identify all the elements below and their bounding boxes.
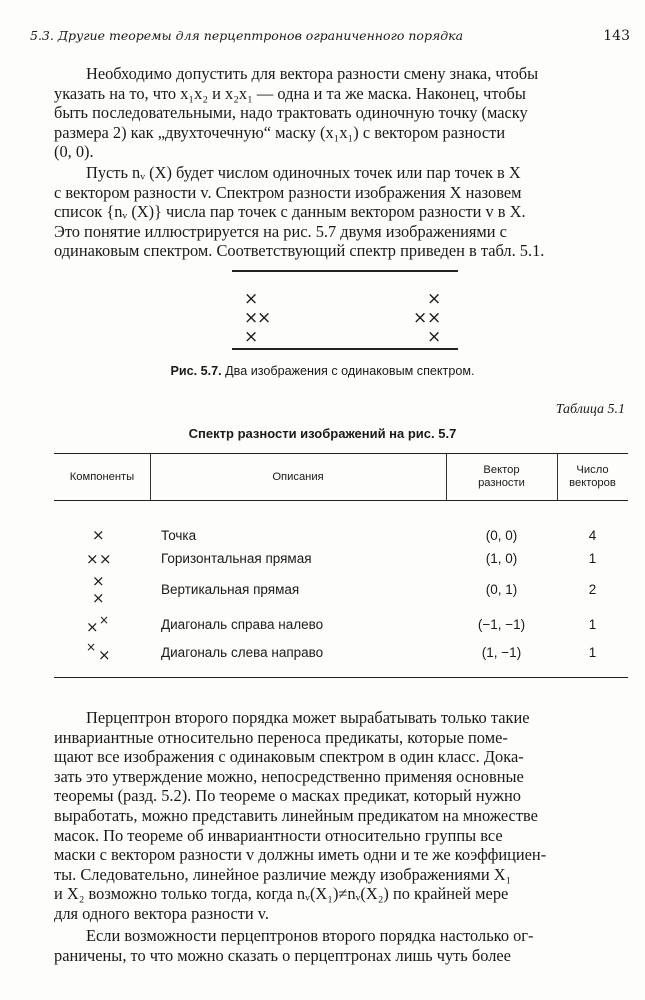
component-glyph: ×	[92, 572, 105, 590]
figure-point-mark: ×	[244, 308, 259, 328]
table-number: Таблица 5.1	[555, 402, 625, 417]
table-title: Спектр разности изображений на рис. 5.7	[188, 426, 457, 441]
text-line: (0, 0).	[54, 142, 94, 162]
figure-bottom-rule	[232, 348, 458, 350]
text-line: одинаковым спектром. Соответствующий спектр приведен в табл. 5.1.	[54, 241, 545, 261]
text-line: указать на то, что x₁x₂ и x₂x₁ — одна и та же маска. Наконец, чтобы	[54, 83, 526, 103]
figure-point-mark: ×	[427, 289, 442, 309]
running-header	[30, 28, 630, 48]
component-glyph: ×	[92, 526, 105, 544]
row-count: 1	[588, 617, 597, 632]
row-description: Диагональ справа налево	[161, 617, 324, 632]
text-line: маски с вектором разности v должны иметь одни и те же коэффициен-	[54, 845, 547, 865]
paragraph-1	[54, 64, 628, 162]
text-line: Необходимо допустить для вектора разности смену знака, чтобы	[86, 64, 539, 83]
figure-point-mark: ×	[257, 308, 272, 328]
header-vector-line: разности	[478, 477, 525, 489]
table-header-rule	[54, 500, 628, 501]
figure-top-rule	[232, 270, 458, 272]
text-line: выработать, можно представить линейным предикатом на множестве	[54, 805, 538, 825]
spectrum-table	[54, 453, 628, 681]
row-description: Точка	[161, 528, 197, 543]
header-vector-line: Вектор	[483, 464, 520, 476]
text-line: зать это утверждение можно, непосредственно применяя основные	[54, 766, 524, 786]
paragraph-3	[54, 708, 628, 924]
page-number: 143	[603, 28, 630, 44]
text-line: Перцептрон второго порядка может вырабатывать только такие	[86, 708, 530, 727]
paragraph-4	[54, 926, 628, 965]
row-vector: (1, −1)	[481, 645, 522, 660]
component-glyph: ×	[86, 550, 99, 568]
figure-point-mark: ×	[244, 327, 259, 347]
component-glyph: ×	[86, 640, 97, 654]
text-line: инвариантные относительно переноса предикаты, которые поме-	[54, 727, 508, 747]
table-top-rule	[54, 453, 628, 454]
component-glyph: ×	[99, 613, 110, 627]
text-line: для одного вектора разности v.	[54, 903, 270, 923]
caption-text: Два изображения с одинаковым спектром.	[225, 364, 475, 378]
figure-point-mark: ×	[427, 308, 442, 328]
text-line: список {nᵥ (X)} числа пар точек с данным вектором разности v в X.	[54, 202, 526, 222]
text-line: ты. Следовательно, линейное различие между изображениями X₁	[54, 864, 512, 884]
component-glyph: ×	[92, 589, 105, 607]
row-vector: (1, 0)	[485, 551, 518, 566]
text-line: и X₂ возможно только тогда, когда nᵥ(X₁)≠nᵥ(X₂) по крайней мере	[54, 884, 509, 904]
running-title: 5.3. Другие теоремы для перцептронов ограниченного порядка	[30, 28, 464, 43]
row-count: 2	[588, 582, 597, 597]
text-line: масок. По теореме об инвариантности относительно группы все	[54, 825, 503, 845]
component-glyph: ×	[86, 618, 99, 636]
header-components: Компоненты	[69, 471, 135, 483]
header-count-line: Число	[576, 464, 609, 476]
text-line: быть последовательными, надо трактовать одиночную точку (маску	[54, 103, 528, 123]
row-description: Вертикальная прямая	[161, 582, 300, 597]
row-vector: (0, 1)	[485, 582, 518, 597]
text-line: размера 2) как „двухточечную“ маску (x₁x₁) с вектором разности	[54, 122, 506, 142]
header-descriptions: Описания	[272, 471, 324, 483]
header-count-line: векторов	[569, 477, 616, 489]
row-description: Диагональ слева направо	[161, 645, 324, 660]
figure-point-mark: ×	[413, 308, 428, 328]
row-vector: (0, 0)	[485, 528, 518, 543]
row-count: 1	[588, 551, 597, 566]
figure-5-7	[232, 270, 458, 350]
row-vector: (−1, −1)	[477, 617, 526, 632]
paragraph-2	[54, 163, 628, 261]
row-count: 4	[588, 528, 597, 543]
text-line: раничены, то что можно сказать о перцептронах лишь чуть более	[54, 945, 511, 965]
figure-point-mark: ×	[244, 289, 259, 309]
text-line: с вектором разности v. Спектром разности изображения X назовем	[54, 182, 522, 202]
header-vector	[446, 464, 557, 490]
figure-caption	[0, 364, 645, 378]
row-count: 1	[588, 645, 597, 660]
text-line: Если возможности перцептронов второго порядка настолько ог-	[86, 926, 534, 945]
row-description: Горизонтальная прямая	[161, 551, 312, 566]
component-glyph: ×	[99, 550, 112, 568]
header-count	[557, 464, 628, 490]
table-bottom-rule	[54, 677, 628, 678]
text-line: теоремы (разд. 5.2). По теореме о масках предикат, который нужно	[54, 786, 521, 806]
figure-point-mark: ×	[427, 327, 442, 347]
text-line: щают все изображения с одинаковым спектром в один класс. Дока-	[54, 747, 524, 767]
text-line: Пусть nᵥ (X) будет числом одиночных точек или пар точек в X	[86, 163, 521, 182]
caption-label: Рис. 5.7.	[170, 364, 222, 378]
text-line: Это понятие иллюстрируется на рис. 5.7 двумя изображениями с	[54, 221, 507, 241]
component-glyph: ×	[98, 646, 111, 664]
